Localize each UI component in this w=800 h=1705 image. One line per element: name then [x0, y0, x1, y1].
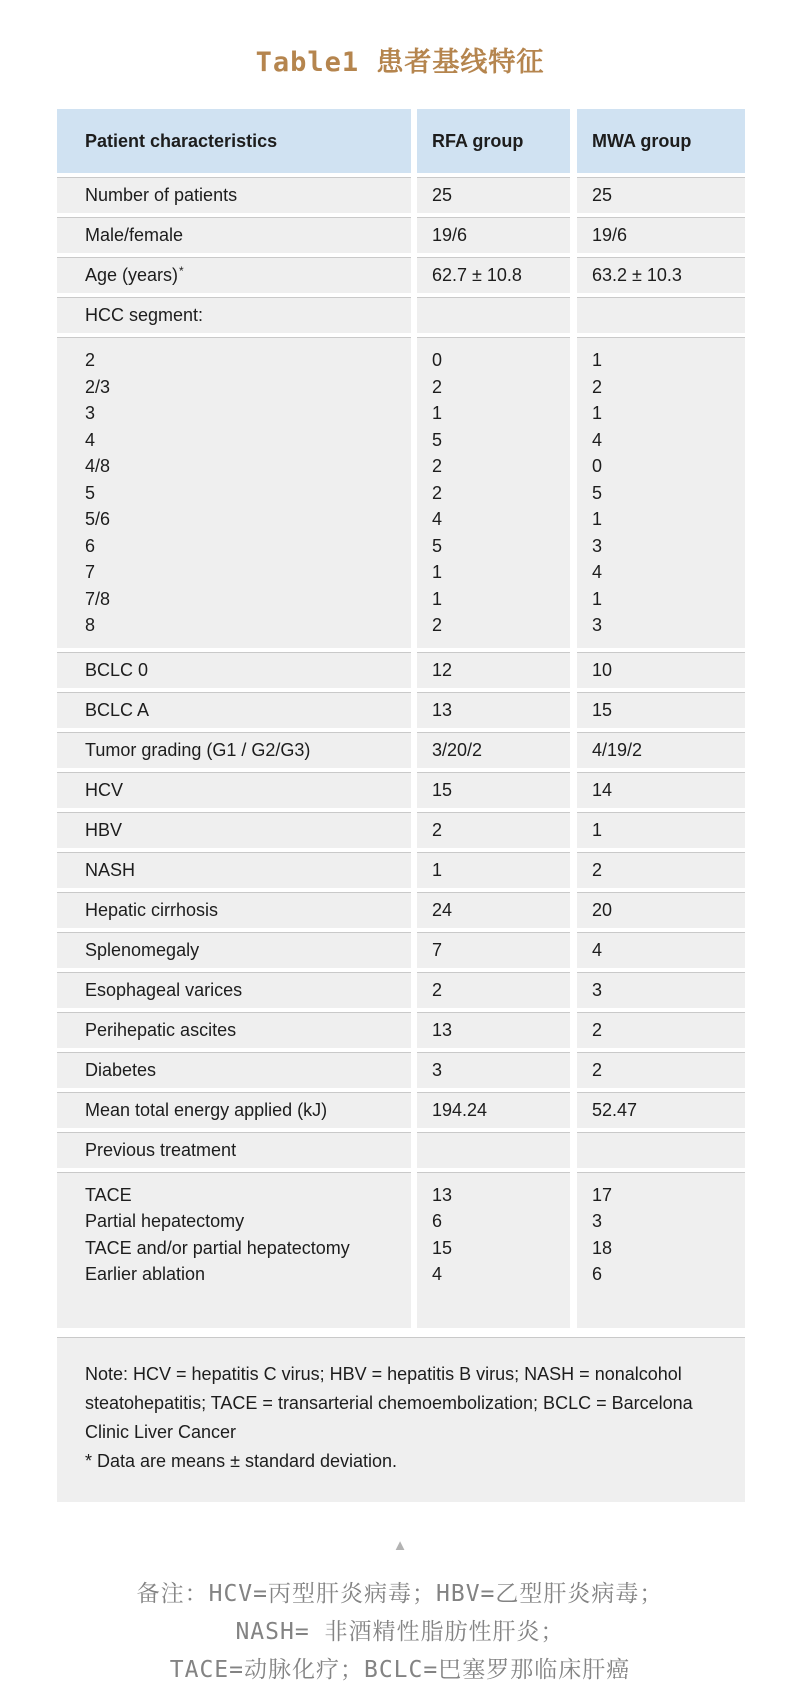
table-cell-label: Previous treatment	[57, 1132, 411, 1168]
table-subrow-label: 7/8	[85, 588, 111, 609]
table-subrow-rfa: 2	[432, 615, 443, 635]
table-row	[57, 732, 745, 768]
table-cell-rfa	[417, 297, 570, 333]
table-cell-label	[57, 337, 411, 648]
table-cell-rfa: 13	[417, 1012, 570, 1048]
table-subrow-label: TACE	[85, 1184, 132, 1205]
table-cell-label: Mean total energy applied (kJ)	[57, 1092, 411, 1128]
table-cell-rfa: 7	[417, 932, 570, 968]
table-subrow-label: 2/3	[85, 376, 111, 397]
table-subrow-rfa: 5	[432, 429, 443, 450]
table-cell-label: BCLC A	[57, 692, 411, 728]
table-cell-label: Age (years) *	[57, 257, 411, 293]
table-subrow-mwa: 4	[592, 562, 603, 582]
table-cell-mwa: 2	[577, 1012, 745, 1048]
table-subrow-label: 3	[85, 403, 96, 423]
table-row	[57, 692, 745, 728]
table-cell-mwa: 52.47	[577, 1092, 745, 1128]
table-subrow-mwa: 1	[592, 350, 603, 370]
table-body	[57, 177, 745, 1328]
table-cell-mwa: 15	[577, 692, 745, 728]
table-cell-rfa: 13	[417, 692, 570, 728]
table-cell-rfa: 3/20/2	[417, 732, 570, 768]
table-cell-rfa: 2	[417, 812, 570, 848]
table-subrow-label: 4/8	[85, 456, 111, 476]
table-row	[57, 652, 745, 688]
header-patient-characteristics: Patient characteristics	[57, 109, 411, 173]
table-cell-mwa	[577, 1172, 745, 1328]
chinese-footnote-line: TACE=动脉化疗；BCLC=巴塞罗那临床肝癌	[169, 1656, 631, 1683]
table-cell-rfa: 3	[417, 1052, 570, 1088]
table-subrow-rfa: 0	[432, 350, 443, 370]
table-cell-label: Number of patients	[57, 177, 411, 213]
table-row	[57, 297, 745, 333]
table-subrow-rfa: 1	[432, 588, 443, 609]
table-row	[57, 972, 745, 1008]
table-cell-rfa: 62.7 ± 10.8	[417, 257, 570, 293]
table-cell-label: HBV	[57, 812, 411, 848]
table-subrow-rfa: 15	[432, 1237, 453, 1258]
table-cell-label: Perihepatic ascites	[57, 1012, 411, 1048]
table-subrow-rfa: 6	[432, 1211, 443, 1231]
table-cell-label: Splenomegaly	[57, 932, 411, 968]
table-cell-mwa	[577, 1132, 745, 1168]
table-row	[57, 337, 745, 648]
table-subrow-mwa: 5	[592, 482, 603, 503]
baseline-characteristics-table	[57, 109, 745, 1502]
table-note-line: * Data are means ± standard deviation.	[85, 1450, 398, 1471]
table-subrow-mwa: 0	[592, 456, 603, 476]
table-subrow-mwa: 1	[592, 588, 603, 609]
table-subrow-rfa: 1	[432, 403, 443, 423]
table-cell-rfa	[417, 1172, 570, 1328]
table-row	[57, 812, 745, 848]
table-subrow-mwa: 1	[592, 403, 603, 423]
table-row	[57, 217, 745, 253]
table-cell-mwa: 19/6	[577, 217, 745, 253]
table-subrow-rfa: 13	[432, 1184, 453, 1205]
table-cell-rfa: 194.24	[417, 1092, 570, 1128]
table-subrow-label: 8	[85, 615, 96, 635]
table-cell-rfa: 19/6	[417, 217, 570, 253]
table-subrow-mwa: 3	[592, 1211, 603, 1231]
table-cell-label: Male/female	[57, 217, 411, 253]
table-subrow-mwa: 17	[592, 1184, 613, 1205]
table-cell-label: BCLC 0	[57, 652, 411, 688]
table-cell-mwa: 2	[577, 1052, 745, 1088]
table-cell-mwa: 25	[577, 177, 745, 213]
table-header-row	[57, 109, 745, 173]
up-triangle-icon: ▲	[392, 1536, 408, 1554]
table-cell-rfa: 24	[417, 892, 570, 928]
table-cell-mwa: 10	[577, 652, 745, 688]
table-subrow-label: 2	[85, 350, 96, 370]
table-cell-mwa: 20	[577, 892, 745, 928]
table-note	[57, 1337, 745, 1502]
header-rfa-group: RFA group	[417, 109, 570, 173]
table-row	[57, 1172, 745, 1328]
table-subrow-rfa: 1	[432, 562, 443, 582]
table-row	[57, 772, 745, 808]
chinese-footnote	[0, 1575, 800, 1689]
table-subrow-label: Earlier ablation	[85, 1264, 206, 1284]
table-row	[57, 1132, 745, 1168]
table-subrow-label: TACE and/or partial hepatectomy	[85, 1237, 350, 1258]
table-cell-mwa	[577, 337, 745, 648]
table-subrow-mwa: 1	[592, 509, 603, 529]
table-row	[57, 177, 745, 213]
table-cell-rfa	[417, 1132, 570, 1168]
table-cell-rfa: 1	[417, 852, 570, 888]
table-subrow-rfa: 2	[432, 456, 443, 476]
chinese-footnote-line: 备注：HCV=丙型肝炎病毒；HBV=乙型肝炎病毒；	[136, 1580, 664, 1607]
table-cell-label: Hepatic cirrhosis	[57, 892, 411, 928]
table-subrow-rfa: 2	[432, 482, 443, 503]
table-cell-rfa	[417, 337, 570, 648]
table-subrow-rfa: 5	[432, 535, 443, 556]
table-subrow-mwa: 18	[592, 1237, 613, 1258]
table-title: Table1 患者基线特征	[255, 47, 545, 78]
table-cell-mwa: 1	[577, 812, 745, 848]
table-row	[57, 852, 745, 888]
table-cell-mwa	[577, 297, 745, 333]
table-cell-mwa: 4	[577, 932, 745, 968]
table-cell-rfa: 25	[417, 177, 570, 213]
table-cell-mwa: 4/19/2	[577, 732, 745, 768]
table-cell-label: Esophageal varices	[57, 972, 411, 1008]
table-subrow-label: 4	[85, 429, 96, 450]
table-subrow-rfa: 4	[432, 1264, 443, 1284]
table-cell-label: HCV	[57, 772, 411, 808]
table-cell-label: HCC segment:	[57, 297, 411, 333]
table-row	[57, 257, 745, 293]
header-mwa-group: MWA group	[577, 109, 745, 173]
table-subrow-mwa: 2	[592, 376, 603, 397]
table-cell-mwa: 14	[577, 772, 745, 808]
table-row	[57, 1092, 745, 1128]
chinese-footnote-line: NASH= 非酒精性脂肪性肝炎；	[235, 1618, 565, 1645]
table-subrow-label: Partial hepatectomy	[85, 1211, 245, 1231]
table-cell-label: NASH	[57, 852, 411, 888]
table-cell-label: Diabetes	[57, 1052, 411, 1088]
table-cell-label: Tumor grading (G1 / G2/G3)	[57, 732, 411, 768]
table-cell-rfa: 15	[417, 772, 570, 808]
table-cell-mwa: 2	[577, 852, 745, 888]
table-subrow-rfa: 2	[432, 376, 443, 397]
table-cell-rfa: 2	[417, 972, 570, 1008]
table-subrow-mwa: 3	[592, 615, 603, 635]
table-cell-label	[57, 1172, 411, 1328]
table-subrow-label: 5	[85, 482, 96, 503]
table-cell-rfa: 12	[417, 652, 570, 688]
table-row	[57, 892, 745, 928]
table-cell-mwa: 3	[577, 972, 745, 1008]
table-subrow-label: 5/6	[85, 509, 111, 529]
table-subrow-label: 6	[85, 535, 96, 556]
table-row	[57, 1012, 745, 1048]
table-subrow-label: 7	[85, 562, 96, 582]
table-cell-mwa: 63.2 ± 10.3	[577, 257, 745, 293]
table-row	[57, 1052, 745, 1088]
table-subrow-mwa: 4	[592, 429, 603, 450]
table-note-line: Note: HCV = hepatitis C virus; HBV = hepatitis B virus; NASH = nonalcohol steatohepatitis; TACE = transarterial chemoembolization; BCLC = Barcelona Clinic Liver Cancer	[85, 1363, 693, 1442]
table-subrow-mwa: 3	[592, 535, 603, 556]
table-subrow-mwa: 6	[592, 1264, 603, 1284]
table-row	[57, 932, 745, 968]
table-subrow-rfa: 4	[432, 509, 443, 529]
